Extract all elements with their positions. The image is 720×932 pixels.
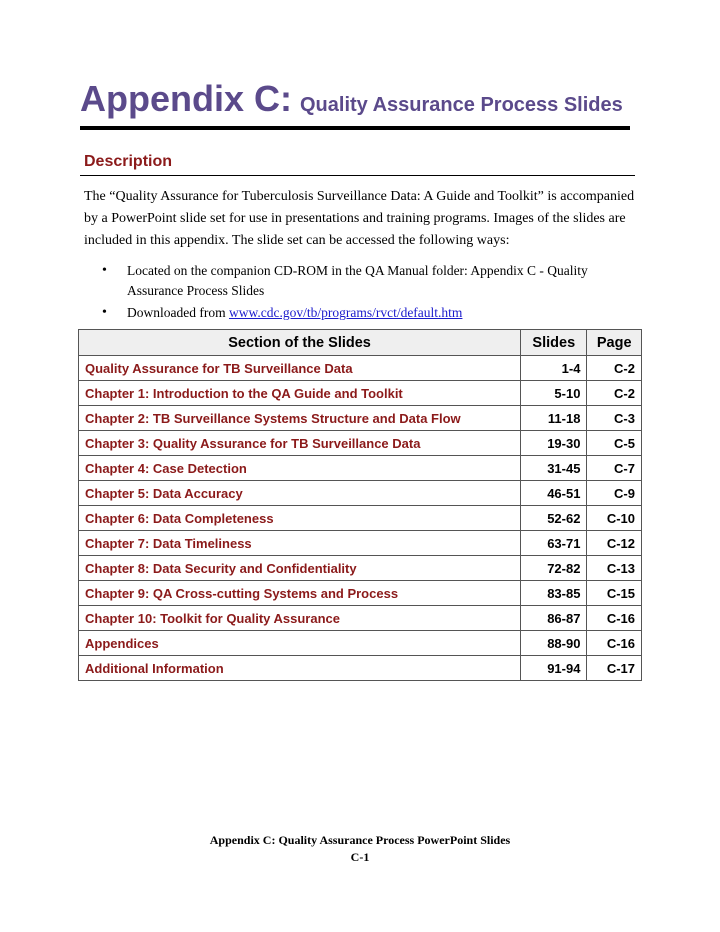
page-title — [80, 78, 623, 120]
row-slides: 46-51 — [521, 481, 587, 506]
list-item-text: Located on the companion CD-ROM in the QA Manual folder: Appendix C - Quality Assurance Process Slides — [127, 263, 588, 298]
description-heading: Description — [84, 153, 173, 170]
row-slides: 5-10 — [521, 381, 587, 406]
list-item — [84, 261, 624, 301]
row-slides: 83-85 — [521, 581, 587, 606]
header-page: Page — [587, 330, 642, 356]
table-row — [79, 556, 642, 581]
row-section: Chapter 6: Data Completeness — [79, 506, 521, 531]
table-row — [79, 531, 642, 556]
row-section: Additional Information — [79, 656, 521, 681]
slides-table — [78, 329, 642, 681]
row-section: Appendices — [79, 631, 521, 656]
title-divider — [80, 126, 630, 130]
row-slides: 91-94 — [521, 656, 587, 681]
row-slides: 19-30 — [521, 431, 587, 456]
table-row — [79, 656, 642, 681]
table-row — [79, 631, 642, 656]
row-page: C-7 — [587, 456, 642, 481]
page-number: C-1 — [350, 850, 370, 864]
table-row — [79, 481, 642, 506]
row-section: Chapter 5: Data Accuracy — [79, 481, 521, 506]
table-header-row — [79, 330, 642, 356]
row-section: Chapter 8: Data Security and Confidentiality — [79, 556, 521, 581]
row-slides: 63-71 — [521, 531, 587, 556]
row-section: Chapter 7: Data Timeliness — [79, 531, 521, 556]
row-page: C-16 — [587, 631, 642, 656]
cdc-download-link[interactable]: www.cdc.gov/tb/programs/rvct/default.htm — [228, 305, 463, 320]
row-slides: 11-18 — [521, 406, 587, 431]
row-section: Chapter 3: Quality Assurance for TB Surveillance Data — [79, 431, 521, 456]
table-row — [79, 456, 642, 481]
row-page: C-2 — [587, 356, 642, 381]
row-slides: 88-90 — [521, 631, 587, 656]
table-row — [79, 406, 642, 431]
table-row — [79, 431, 642, 456]
row-page: C-3 — [587, 406, 642, 431]
row-slides: 72-82 — [521, 556, 587, 581]
row-section: Quality Assurance for TB Surveillance Data — [79, 356, 521, 381]
description-paragraph: The “Quality Assurance for Tuberculosis Surveillance Data: A Guide and Toolkit” is accompanied by a PowerPoint slide set for use in presentations and training programs. Images of the slides are included in this appendix. The slide set can be accessed the following ways: — [84, 189, 635, 248]
page-title-sub: Quality Assurance Process Slides — [300, 94, 623, 116]
row-page: C-9 — [587, 481, 642, 506]
header-slides: Slides — [521, 330, 587, 356]
list-item — [84, 303, 624, 323]
row-page: C-15 — [587, 581, 642, 606]
row-page: C-17 — [587, 656, 642, 681]
page-footer — [0, 832, 720, 866]
row-section: Chapter 9: QA Cross-cutting Systems and Process — [79, 581, 521, 606]
row-slides: 31-45 — [521, 456, 587, 481]
table-row — [79, 606, 642, 631]
row-page: C-10 — [587, 506, 642, 531]
row-page: C-12 — [587, 531, 642, 556]
row-slides: 52-62 — [521, 506, 587, 531]
row-section: Chapter 1: Introduction to the QA Guide and Toolkit — [79, 381, 521, 406]
row-page: C-2 — [587, 381, 642, 406]
row-section: Chapter 2: TB Surveillance Systems Structure and Data Flow — [79, 406, 521, 431]
description-divider — [80, 175, 635, 176]
footer-title: Appendix C: Quality Assurance Process PowerPoint Slides — [209, 833, 511, 847]
header-section: Section of the Slides — [79, 330, 521, 356]
table-row — [79, 381, 642, 406]
row-section: Chapter 10: Toolkit for Quality Assurance — [79, 606, 521, 631]
row-page: C-13 — [587, 556, 642, 581]
table-row — [79, 506, 642, 531]
bullet-icon: • — [102, 263, 107, 278]
list-item-text: Downloaded from — [127, 305, 229, 320]
bullet-icon: • — [102, 305, 107, 320]
table-row — [79, 356, 642, 381]
page-title-main: Appendix C: — [80, 78, 292, 119]
row-slides: 1-4 — [521, 356, 587, 381]
row-page: C-5 — [587, 431, 642, 456]
row-slides: 86-87 — [521, 606, 587, 631]
access-list — [84, 261, 624, 325]
row-section: Chapter 4: Case Detection — [79, 456, 521, 481]
row-page: C-16 — [587, 606, 642, 631]
table-row — [79, 581, 642, 606]
